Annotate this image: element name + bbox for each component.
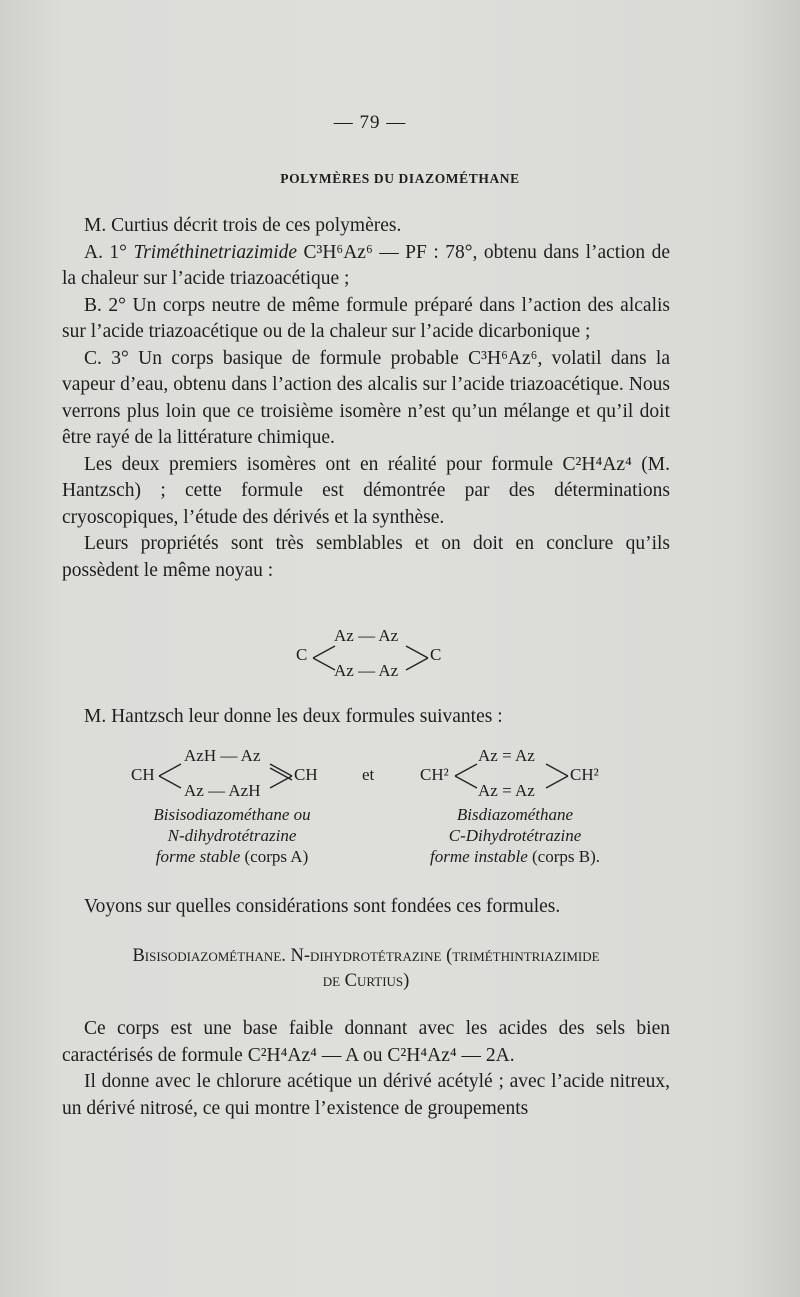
caption-b-line3: forme instable (corps B).	[430, 847, 600, 866]
paragraph-a: A. 1° Triméthinetriazimide C³H⁶Az⁶ — PF : 78°, obtenu dans l’action de la chaleur sur l’acide triazoacétique ;	[62, 241, 671, 289]
text-block-bottom	[62, 1016, 670, 1122]
formula-bottom: Az — Az	[334, 661, 399, 680]
caption-a-line3: forme stable (corps A)	[155, 847, 309, 866]
page-number: — 79 —	[333, 112, 407, 133]
paragraph: Voyons sur quelles considérations sont fondées ces formules.	[84, 896, 561, 917]
formula-a-bottom: Az — AzH	[184, 781, 261, 800]
bond-b-left	[453, 758, 479, 794]
paragraph-b: B. 2° Un corps neutre de même formule préparé dans l’action des alcalis sur l’acide triazoacétique ou de la chaleur sur l’acide dicarbonique ;	[62, 294, 670, 342]
paragraph: Il donne avec le chlorure acétique un dérivé acétylé ; avec l’acide nitreux, un dérivé nitrosé, ce qui montre l’existence de groupements	[62, 1071, 670, 1119]
formula-b-left: CH²	[420, 765, 449, 784]
formula-a-left: CH	[131, 765, 155, 784]
paragraph: M. Curtius décrit trois de ces polymères.	[84, 215, 402, 236]
caption-a-line1: Bisisodiazométhane ou	[153, 805, 311, 824]
formula-left: C	[296, 645, 308, 664]
bond-right	[404, 640, 430, 676]
formula-a-top: AzH — Az	[184, 746, 261, 765]
paragraph: Leurs propriétés sont très semblables et on doit en conclure qu’ils possèdent le même noyau :	[62, 533, 670, 581]
caption-b-line2: C-Dihydrotétrazine	[448, 826, 582, 845]
caption-a-line2: N-dihydrotétrazine	[167, 826, 297, 845]
caption-a	[82, 804, 382, 867]
paragraph: Ce corps est une base faible donnant avec les acides des sels bien caractérisés de formule C²H⁴Az⁴ — A ou C²H⁴Az⁴ — 2A.	[62, 1018, 670, 1066]
formula-b-bottom: Az = Az	[478, 781, 535, 800]
section-heading	[62, 944, 670, 994]
formula-b-top: Az = Az	[478, 746, 535, 765]
chapter-heading: POLYMÈRES DU DIAZOMÉTHANE	[280, 171, 520, 186]
text-block-top	[62, 213, 670, 584]
formula-a-right: CH	[294, 765, 318, 784]
formula-top: Az — Az	[334, 626, 399, 645]
formula-right: C	[430, 645, 442, 664]
bond-a-right	[268, 758, 294, 794]
paragraph-c: C. 3° Un corps basique de formule probable C³H⁶Az⁶, volatil dans la vapeur d’eau, obtenu dans l’action des alcalis sur l’acide triazoacétique. Nous verrons plus loin que ce troisième isomère n’est qu’un mélange et qu’il doit être rayé de la littérature chimique.	[62, 347, 670, 448]
caption-b	[365, 804, 665, 867]
conjunction: et	[362, 765, 375, 784]
formula-b-right: CH²	[570, 765, 599, 784]
section-heading-line1: Bisisodiazométhane. N-dihydrotétrazine (triméthintriazimide	[132, 946, 600, 966]
text-hantzsch	[62, 704, 670, 731]
bond-b-right	[544, 758, 570, 794]
paragraph: Les deux premiers isomères ont en réalité pour formule C²H⁴Az⁴ (M. Hantzsch) ; cette formule est démontrée par des déterminations cryoscopiques, l’étude des dérivés et la synthèse.	[62, 453, 670, 528]
bond-a-left	[157, 758, 183, 794]
caption-b-line1: Bisdiazométhane	[456, 805, 574, 824]
section-heading-line2: de Curtius)	[322, 971, 410, 991]
paragraph: M. Hantzsch leur donne les deux formules suivantes :	[84, 706, 503, 727]
text-voyons	[62, 894, 670, 921]
